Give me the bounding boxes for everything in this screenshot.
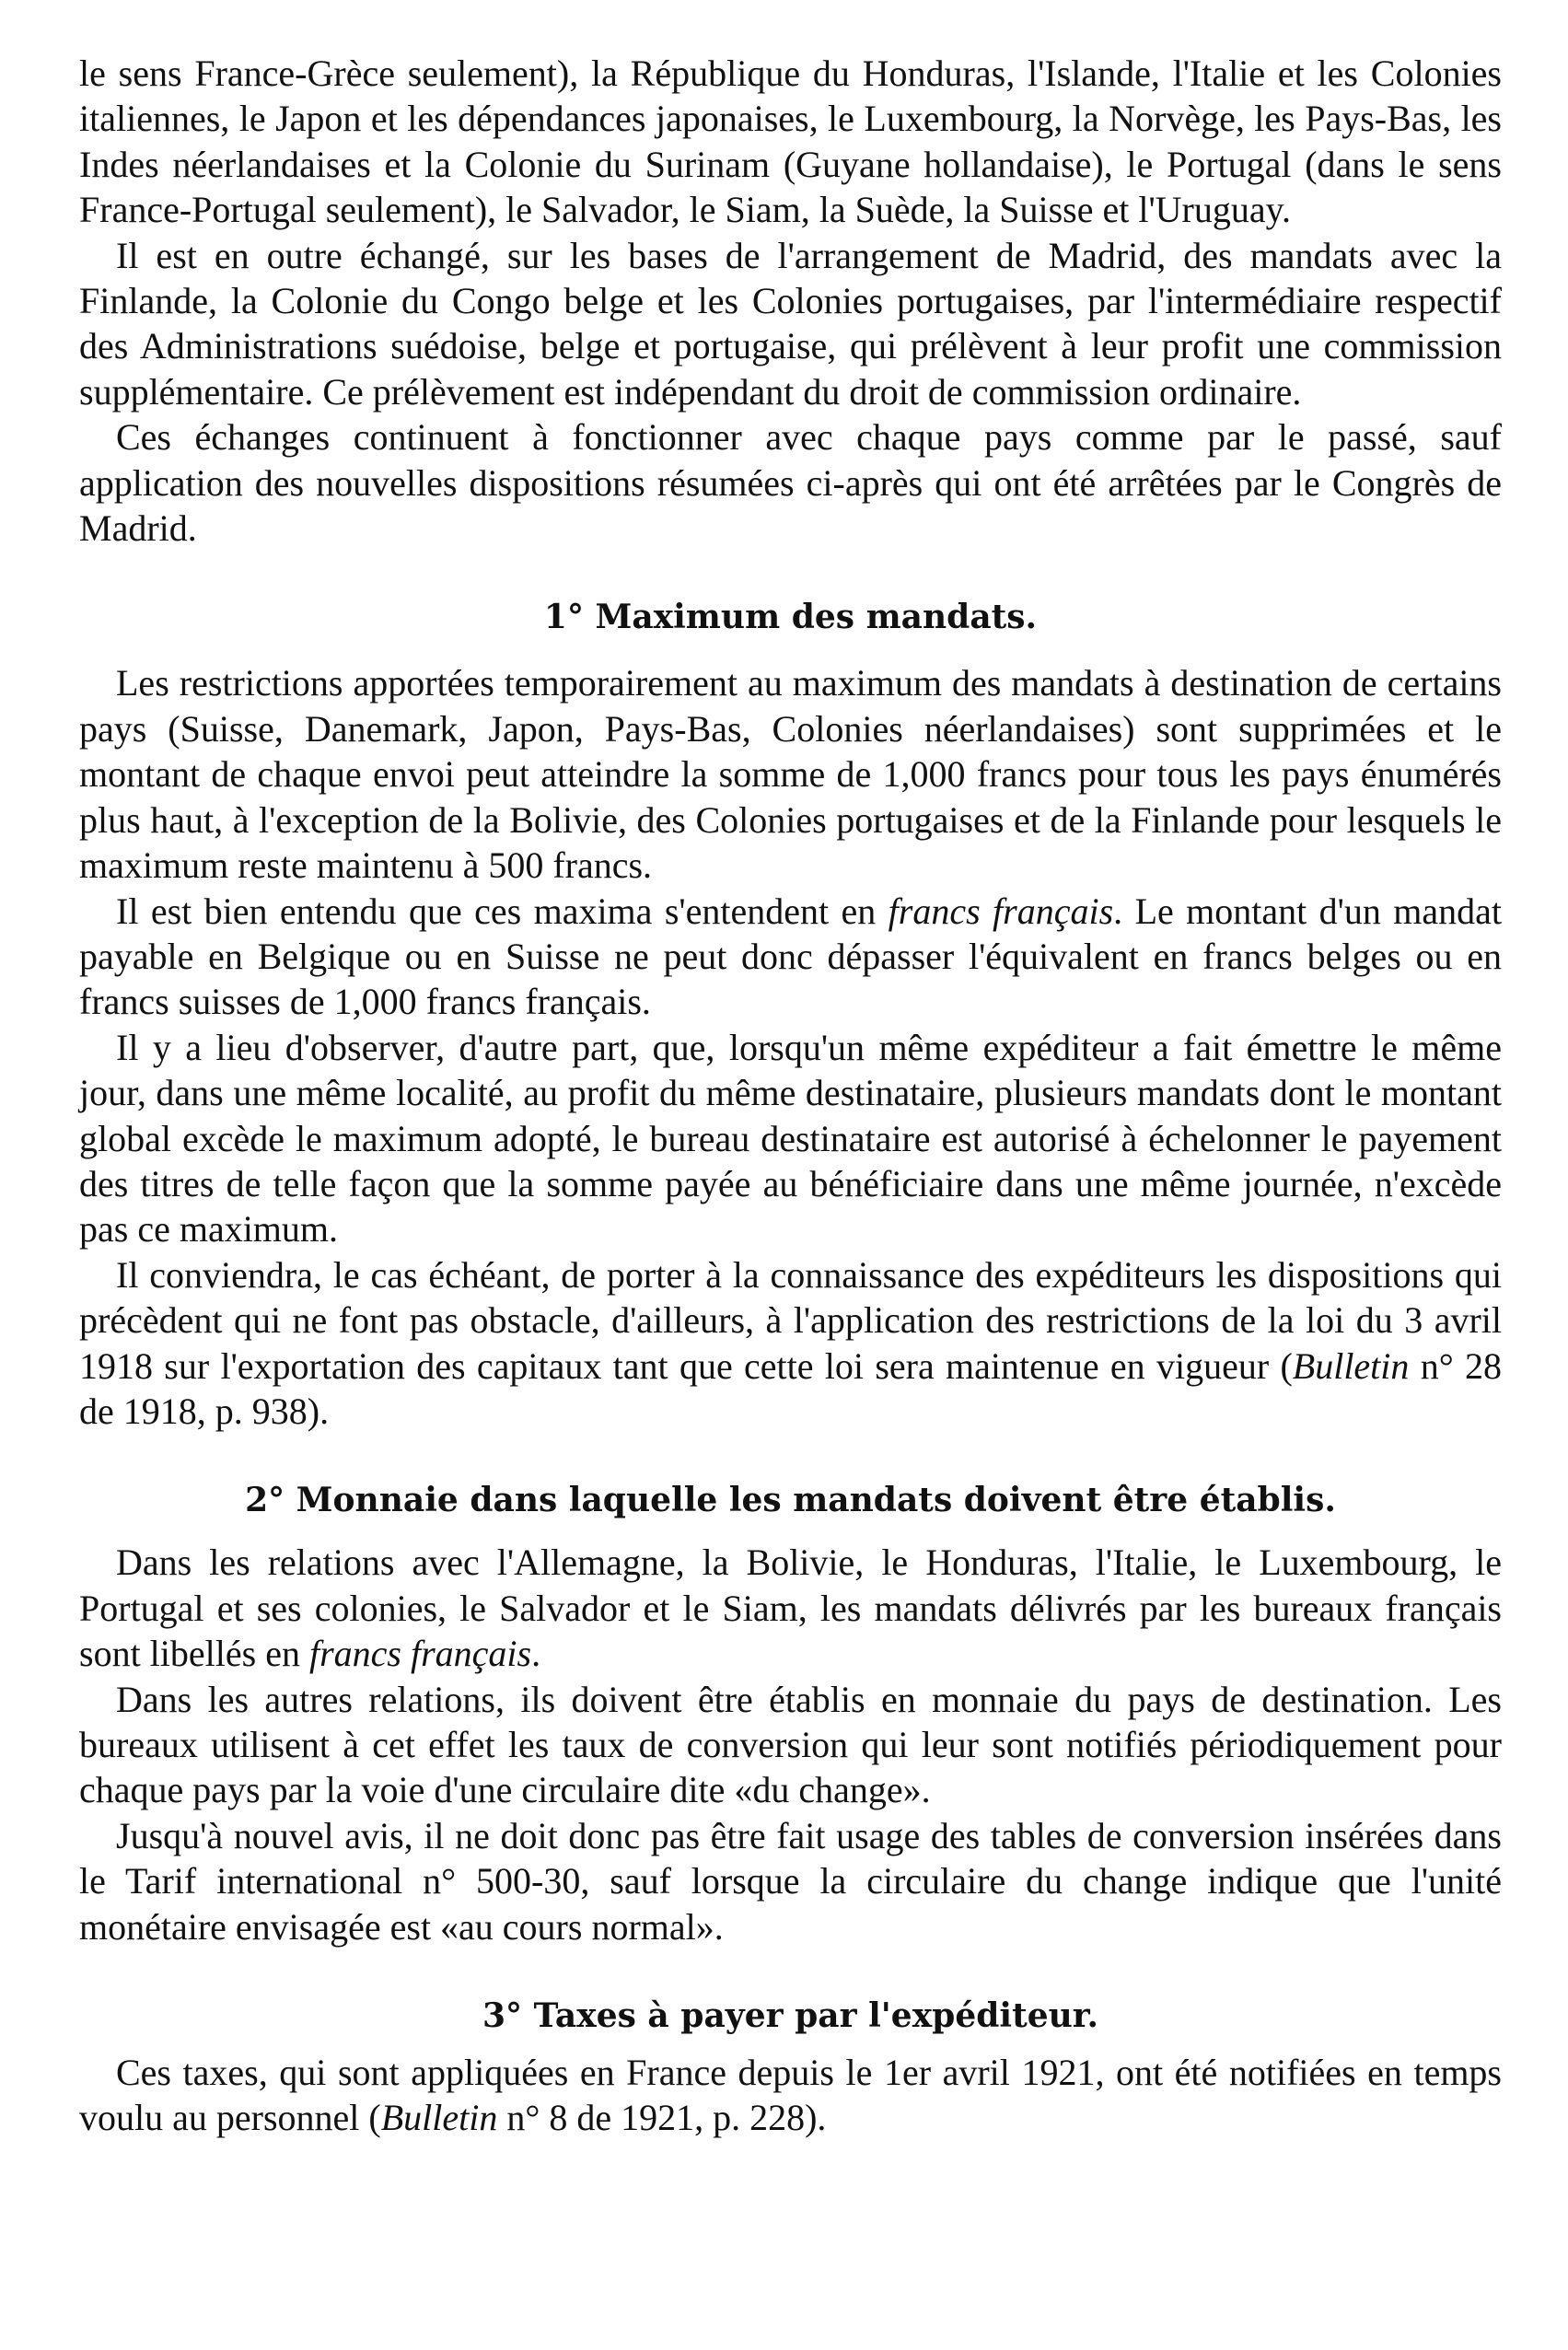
section-3-paragraph-1 [79, 2050, 1502, 2141]
document-page [79, 51, 1502, 2141]
section-3-heading: 3° Taxes à payer par l'expéditeur. [482, 1996, 1098, 2036]
text-run: Il est bien entendu que ces maxima s'entendent en [116, 890, 889, 932]
section-1-paragraph-3: Il y a lieu d'observer, d'autre part, que, lorsqu'un même expéditeur a fait émettre le même jour, dans une même localité, au profit du même destinataire, plusieurs mandats dont le montant global excède le maximum adopté, le bureau destinataire est autorisé à échelonner le payement des titres de telle façon que la somme payée au bénéficiaire dans une même journée, n'excède pas ce maximum. [79, 1026, 1502, 1251]
intro-paragraph-1: le sens France-Grèce seulement), la République du Honduras, l'Islande, l'Italie et les Colonies italiennes, le Japon et les dépendances japonaises, le Luxembourg, la Norvège, les Pays-Bas, les Indes néerlandaises et la Colonie du Surinam (Guyane hollandaise), le Portugal (dans le sens France-Portugal seulement), le Salvador, le Siam, la Suède, la Suisse et l'Uruguay. [79, 52, 1502, 231]
section-2-paragraph-3: Jusqu'à nouvel avis, il ne doit donc pas être fait usage des tables de conversion insérées dans le Tarif international n° 500-30, sauf lorsque la circulaire du change indique que l'unité monétaire envisagée est «au cours normal». [79, 1814, 1502, 1948]
section-1-paragraph-1: Les restrictions apportées temporairement au maximum des mandats à destination de certains pays (Suisse, Danemark, Japon, Pays-Bas, Colonies néerlandaises) sont supprimées et le montant de chaque envoi peut atteindre la somme de 1,000 francs pour tous les pays énumérés plus haut, à l'exception de la Bolivie, des Colonies portugaises et de la Finlande pour lesquels le maximum reste maintenu à 500 francs. [79, 662, 1502, 887]
section-1-paragraph-4 [79, 1252, 1502, 1435]
text-run: . Le montant d'un mandat payable en Belgique ou en Suisse ne peut donc dépasser l'équivalent en francs belges ou en francs suisses de 1,000 francs français. [79, 890, 1502, 1023]
section-1-paragraph-2 [79, 889, 1502, 1025]
emphasis-text: francs français [308, 1633, 532, 1675]
section-2-heading: 2° Monnaie dans laquelle les mandats doivent être établis. [245, 1481, 1336, 1520]
section-2-paragraph-2: Dans les autres relations, ils doivent être établis en monnaie du pays de destination. Les bureaux utilisent à cet effet les taux de conversion qui leur sont notifiés périodiquement pour chaque pays par la voie d'une circulaire dite «du change». [79, 1678, 1502, 1811]
bulletin-reference: Bulletin [380, 2097, 498, 2139]
text-run: . [531, 1633, 541, 1675]
text-run: n° 28 de 1918, p. 938). [79, 1344, 1502, 1432]
intro-paragraph-3: Ces échanges continuent à fonctionner avec chaque pays comme par le passé, sauf application des nouvelles dispositions résumées ci-après qui ont été arrêtées par le Congrès de Madrid. [79, 416, 1502, 550]
intro-paragraph-2: Il est en outre échangé, sur les bases de l'arrangement de Madrid, des mandats avec la Finlande, la Colonie du Congo belge et les Colonies portugaises, par l'intermédiaire respectif des Administrations suédoise, belge et portugaise, qui prélèvent à leur profit une commission supplémentaire. Ce prélèvement est indépendant du droit de commission ordinaire. [79, 234, 1502, 413]
section-1-heading: 1° Maximum des mandats. [543, 598, 1038, 637]
bulletin-reference: Bulletin [1292, 1344, 1410, 1387]
emphasis-text: francs français [888, 890, 1114, 932]
text-run: Il conviendra, le cas échéant, de porter à la connaissance des expéditeurs les dispositions qui précèdent qui ne font pas obstacle, d'ailleurs, à l'application des restrictions de la loi du 3 avril 1918 sur l'exportation des capitaux tant que cette loi sera maintenue en vigueur ( [79, 1253, 1502, 1387]
text-run: Ces taxes, qui sont appliquées en France depuis le 1er avril 1921, ont été notifiées en temps voulu au personnel ( [79, 2052, 1502, 2139]
section-2-paragraph-1 [79, 1540, 1502, 1676]
text-run: n° 8 de 1921, p. 228). [497, 2097, 827, 2139]
text-run: Dans les relations avec l'Allemagne, la Bolivie, le Honduras, l'Italie, le Luxembourg, le Portugal et ses colonies, le Salvador et le Siam, les mandats délivrés par les bureaux français sont libellés en [79, 1541, 1502, 1675]
